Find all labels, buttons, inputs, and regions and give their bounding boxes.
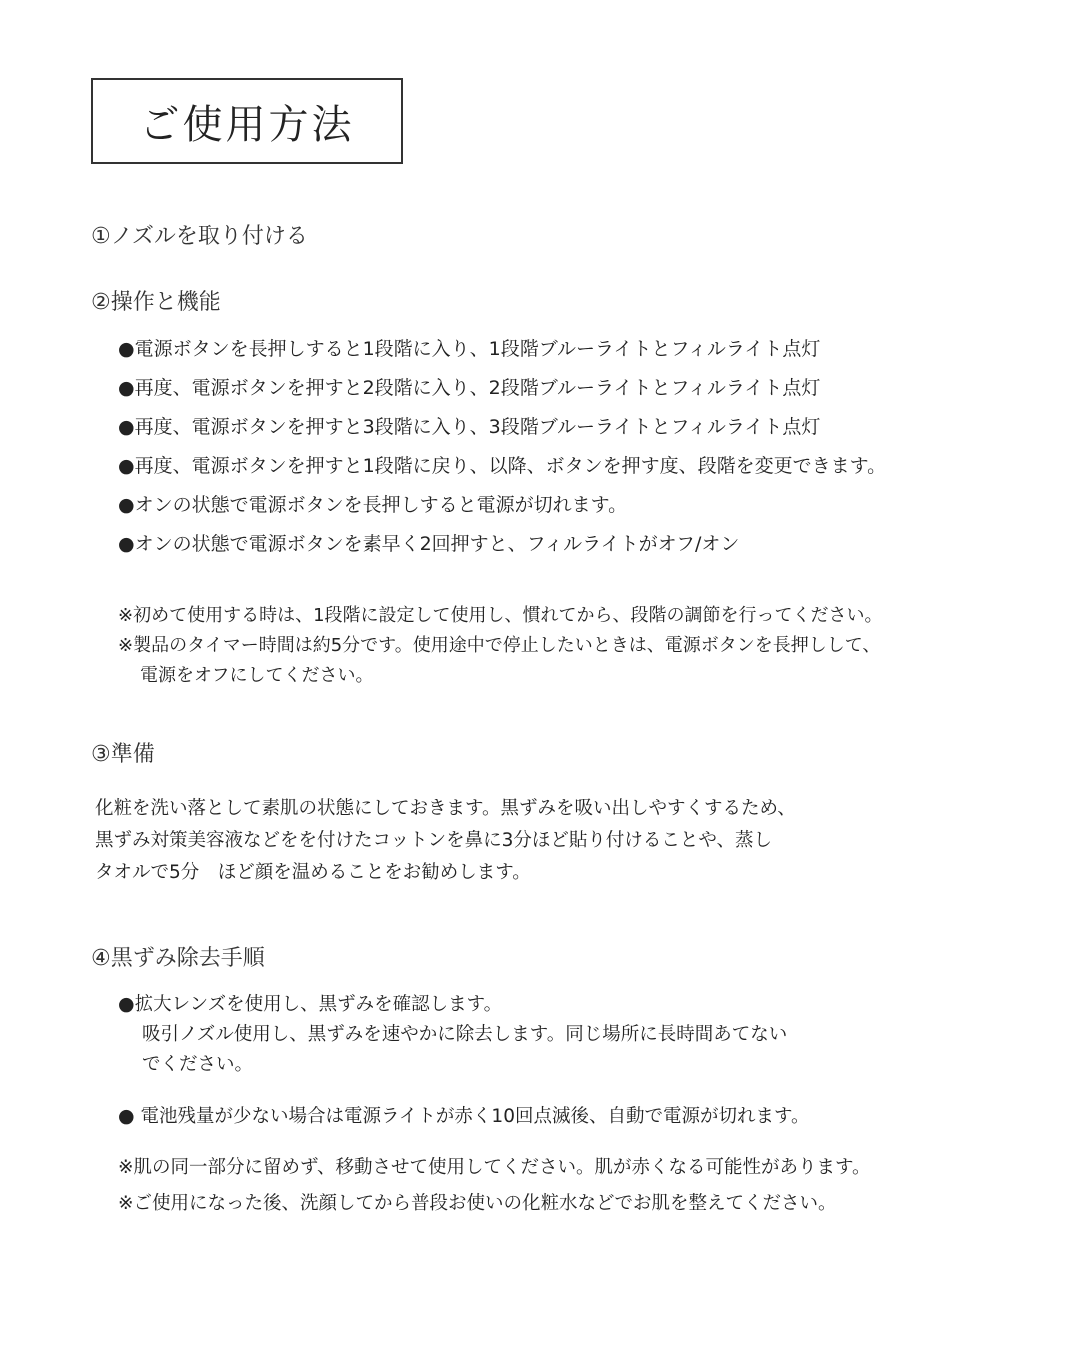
bullet-icon: ● (118, 1105, 135, 1127)
preparation-paragraph (95, 793, 796, 889)
bullet-icon: ● (118, 416, 135, 438)
list-item (118, 408, 886, 447)
list-item-text: オンの状態で電源ボタンを素早く2回押すと、フィルライトがオフ/オン (134, 533, 740, 555)
note-line: ※初めて使用する時は、1段階に設定して使用し、慣れてから、段階の調節を行ってください。 (118, 605, 883, 626)
paragraph-line: 化粧を洗い落として素肌の状態にしておきます。黒ずみを吸い出しやすくするため、 (95, 798, 796, 819)
title-box (91, 78, 403, 164)
bullet-icon: ● (118, 377, 135, 399)
removal-bullet-2 (118, 1101, 809, 1132)
heading-removal-steps: ④黒ずみ除去手順 (91, 946, 265, 971)
list-item (118, 369, 886, 408)
heading-preparation: ③準備 (91, 742, 155, 767)
list-item-text: 吸引ノズル使用し、黒ずみを速やかに除去します。同じ場所に長時間あてない (142, 1024, 788, 1045)
note-line: ※製品のタイマー時間は約5分です。使用途中で停止したいときは、電源ボタンを長押しして、 (118, 635, 881, 656)
heading-attach-nozzle: ①ノズルを取り付ける (91, 224, 308, 249)
list-item (118, 447, 886, 486)
paragraph-line: 黒ずみ対策美容液などをを付けたコットンを鼻に3分ほど貼り付けることや、蒸し (95, 830, 773, 851)
list-item-text: 再度、電源ボタンを押すと1段階に戻り、以降、ボタンを押す度、段階を変更できます。 (134, 455, 887, 477)
bullet-icon: ● (118, 455, 135, 477)
page-title: ご使用方法 (139, 101, 355, 148)
list-item-text: 電池残量が少ない場合は電源ライトが赤く10回点滅後、自動で電源が切れます。 (134, 1106, 810, 1127)
list-item-text: でください。 (142, 1054, 254, 1075)
removal-notes (118, 1150, 871, 1222)
list-item-text: 再度、電源ボタンを押すと2段階に入り、2段階ブルーライトとフィルライト点灯 (134, 377, 821, 399)
operation-list (118, 330, 886, 564)
bullet-icon: ● (118, 993, 135, 1015)
list-item-text: オンの状態で電源ボタンを長押しすると電源が切れます。 (134, 494, 628, 516)
list-item-text: 再度、電源ボタンを押すと3段階に入り、3段階ブルーライトとフィルライト点灯 (134, 416, 821, 438)
bullet-icon: ● (118, 338, 135, 360)
heading-operation: ②操作と機能 (91, 290, 221, 315)
note-line: ※ご使用になった後、洗顔してから普段お使いの化粧水などでお肌を整えてください。 (118, 1193, 837, 1214)
operation-notes (118, 601, 883, 691)
removal-bullet-1 (118, 989, 787, 1080)
bullet-icon: ● (118, 494, 135, 516)
bullet-icon: ● (118, 533, 135, 555)
list-item-text: 電源ボタンを長押しすると1段階に入り、1段階ブルーライトとフィルライト点灯 (134, 338, 821, 360)
list-item (118, 486, 886, 525)
list-item (118, 525, 886, 564)
note-line: ※肌の同一部分に留めず、移動させて使用してください。肌が赤くなる可能性があります。 (118, 1157, 871, 1178)
list-item-text: 拡大レンズを使用し、黒ずみを確認します。 (134, 994, 503, 1015)
note-line: 電源をオフにしてください。 (140, 665, 374, 686)
list-item (118, 330, 886, 369)
paragraph-line: タオルで5分 ほど顔を温めることをお勧めします。 (95, 862, 531, 883)
